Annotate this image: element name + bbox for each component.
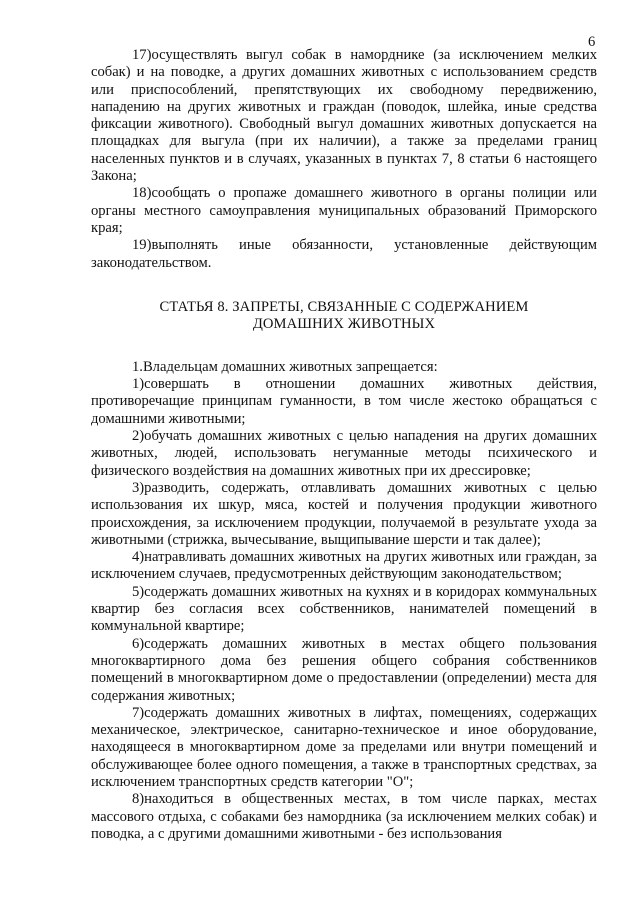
prohibition-item-5: 5)содержать домашних животных на кухнях и в коридорах коммунальных квартир без согласия всех собственников, нанимателей помещений в коммунальной квартире; [91, 583, 597, 635]
article-heading-line-1: СТАТЬЯ 8. ЗАПРЕТЫ, СВЯЗАННЫЕ С СОДЕРЖАНИЕМ [159, 298, 529, 315]
prohibition-item-1: 1)совершать в отношении домашних животных действия, противоречащие принципам гуманности, в том числе жестоко обращаться с домашними животными; [91, 376, 597, 427]
page-number: 6 [588, 34, 596, 50]
prohibition-item-7: 7)содержать домашних животных в лифтах, помещениях, содержащих механическое, электрическое, санитарно-техническое и иное оборудование, находящееся в многоквартирном доме за пределами или внутри помещений и обслуживающее более одного помещения, а также в транспортных средствах, за исключением транспортных средств категории "О"; [91, 704, 597, 790]
paragraph-item-18: 18)сообщать о пропаже домашнего животного в органы полиции или органы местного самоуправления муниципальных образований Приморского края; [91, 185, 597, 236]
prohibition-item-8: 8)находиться в общественных местах, в том числе парках, местах массового отдыха, с собаками без намордника (за исключением мелких собак) и поводка, а с другими домашними животными - без использования [91, 791, 597, 842]
prohibition-item-2: 2)обучать домашних животных с целью нападения на других домашних животных, людей, использовать негуманные методы психического и физического воздействия на домашних животных при их дрессировке; [91, 428, 597, 479]
text-column [91, 47, 597, 843]
prohibition-item-6: 6)содержать домашних животных в местах общего пользования многоквартирного дома без решения общего собрания собственников помещений в многоквартирном доме о предоставлении (определении) места для содержания животных; [91, 635, 597, 704]
clause-intro: 1.Владельцам домашних животных запрещается: [132, 358, 438, 375]
article-heading-line-2: ДОМАШНИХ ЖИВОТНЫХ [252, 315, 436, 332]
prohibition-item-4: 4)натравливать домашних животных на других животных или граждан, за исключением случаев, предусмотренных действующим законодательством; [91, 549, 597, 583]
prohibition-item-3: 3)разводить, содержать, отлавливать домашних животных с целью использования их шкур, мяса, костей и получения продукции животного происхождения, за исключением продукции, получаемой в результате ухода за животными (стрижка, вычесывание, выщипывание шерсти и так далее); [91, 479, 597, 548]
paragraph-item-19: 19)выполнять иные обязанности, установленные действующим законодательством. [91, 237, 597, 271]
paragraph-item-17: 17)осуществлять выгул собак в наморднике (за исключением мелких собак) и на поводке, а других домашних животных с использованием средств или приспособлений, препятствующих их свободному передвижению, нападению на других животных и граждан (поводок, шлейка, иные средства фиксации животного). Свободный выгул домашних животных допускается на площадках для выгула (при их наличии), а также за пределами границ населенных пунктов и в случаях, указанных в пунктах 7, 8 статьи 6 настоящего Закона; [91, 47, 597, 185]
article-heading [91, 299, 597, 333]
